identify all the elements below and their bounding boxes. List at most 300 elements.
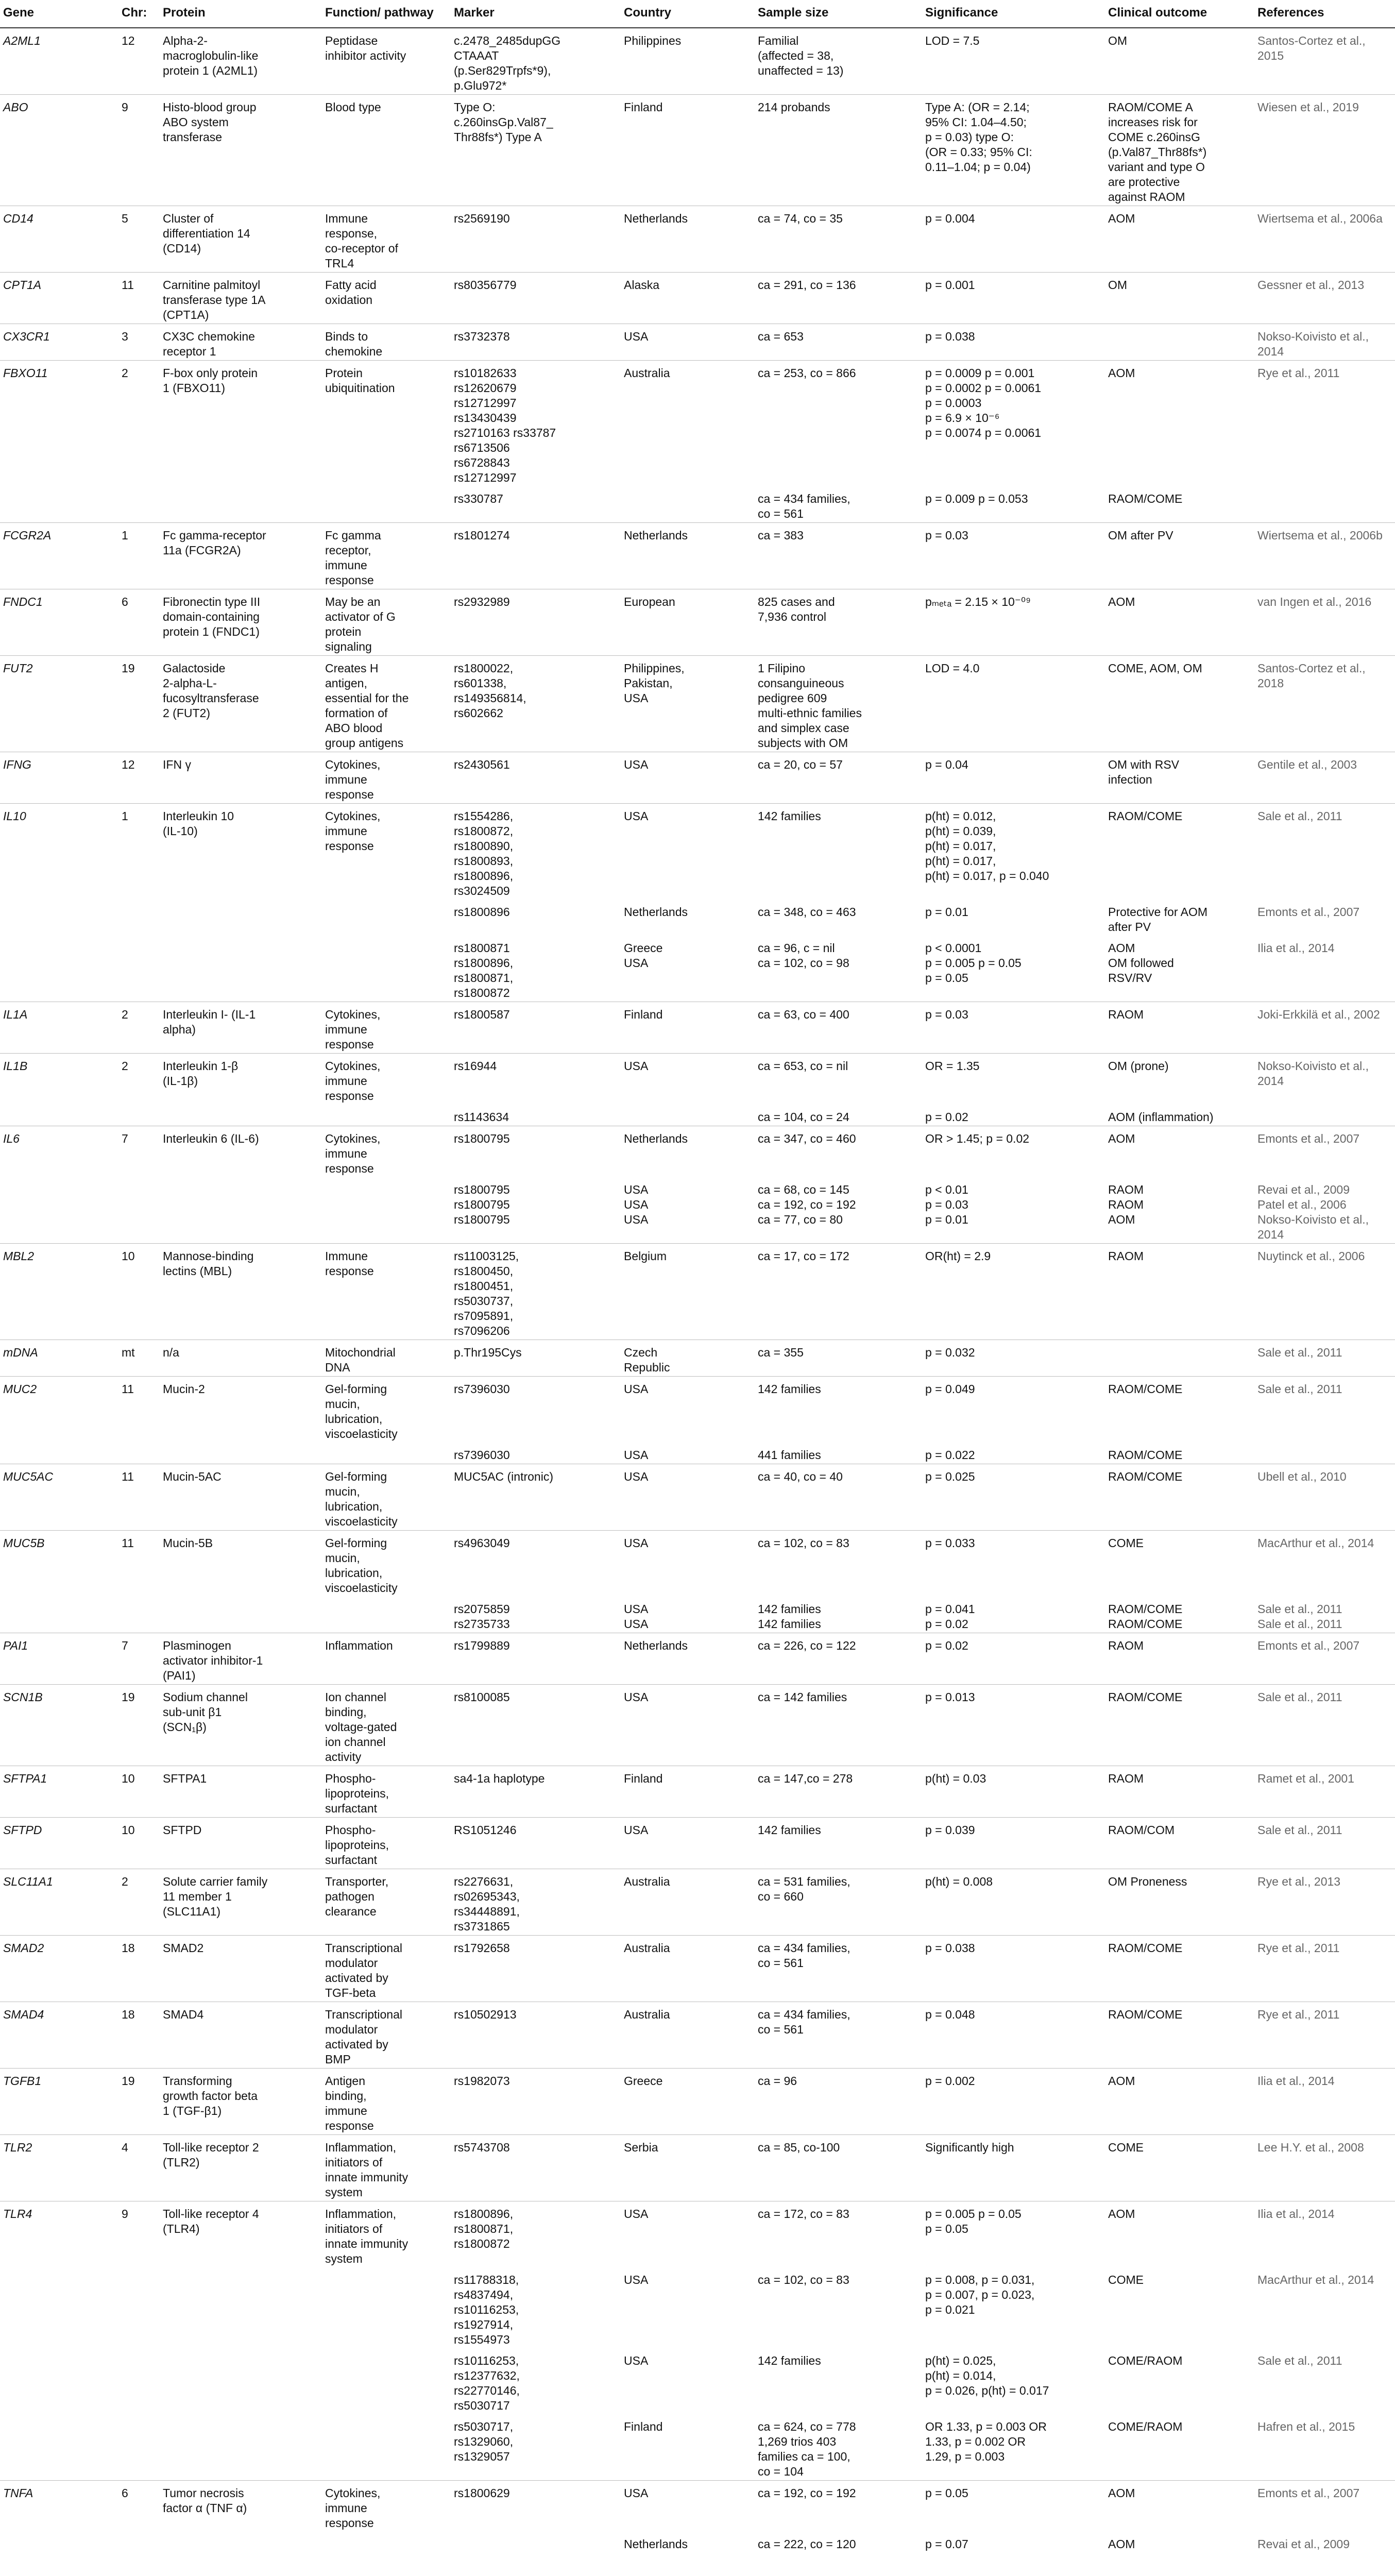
sample-size-cell: Familial (affected = 38, unaffected = 13) (758, 34, 844, 77)
chromosome-cell: 10 (118, 1766, 160, 1818)
protein-cell: Plasminogen activator inhibitor-1 (PAI1) (160, 1633, 322, 1685)
reference-cell: Ilia et al., 2014 (1257, 941, 1335, 955)
significance-cell: p < 0.01 p = 0.03 p = 0.01 (925, 1183, 968, 1226)
gene-cell: FUT2 (0, 656, 118, 752)
country-cell: USA (621, 1054, 755, 1105)
country-cell: Philippines (624, 34, 682, 47)
significance-cell: p = 0.041 p = 0.02 (925, 1602, 975, 1631)
function-cell (322, 1105, 451, 1126)
chromosome-cell (118, 1105, 160, 1126)
marker-cell (451, 2532, 621, 2576)
marker-cell: rs2932989 (451, 589, 621, 656)
reference-cell: MacArthur et al., 2014 (1257, 2273, 1374, 2286)
table-row (0, 1105, 1395, 1126)
country-cell: Netherlands (624, 905, 688, 919)
function-cell (322, 486, 451, 523)
sample-size-cell: ca = 291, co = 136 (755, 273, 922, 324)
protein-cell: Carnitine palmitoyl transferase type 1A (CPT1A) (160, 273, 322, 324)
header-row (0, 0, 1395, 28)
gene-cell: FNDC1 (0, 589, 118, 656)
chromosome-cell: 19 (118, 656, 160, 752)
significance-cell: p = 0.032 (922, 1340, 1105, 1377)
table-row (0, 1936, 1395, 2002)
significance-cell: p = 0.033 (922, 1531, 1105, 1597)
significance-cell: p = 0.004 (922, 206, 1105, 273)
significance-cell: p = 0.05 (922, 2481, 1105, 2532)
protein-cell: Galactoside 2-alpha-L- fucosyltransferase 2 (FUT2) (160, 656, 322, 752)
country-cell: Netherlands (624, 2537, 688, 2551)
function-cell (322, 2532, 451, 2576)
protein-cell: SFTPD (160, 1818, 322, 1869)
table-row (0, 1002, 1395, 1054)
table-row (0, 2532, 1395, 2576)
clinical-outcome-cell: AOM (1105, 2069, 1254, 2135)
clinical-outcome-cell: Protective for AOM after PV (1108, 905, 1208, 934)
table-row (0, 1054, 1395, 1105)
reference-cell: Sale et al., 2011 (1254, 1377, 1395, 1443)
sample-size-cell: 214 probands (755, 95, 922, 206)
function-cell: Cytokines, immune response (322, 752, 451, 804)
table-row (0, 2481, 1395, 2532)
header-gene: Gene (0, 0, 118, 28)
clinical-outcome-cell: OM Proneness (1105, 1869, 1254, 1936)
function-cell (322, 2414, 451, 2481)
clinical-outcome-cell: AOM (1108, 2537, 1135, 2551)
table-row (0, 1597, 1395, 1633)
clinical-outcome-cell: AOM (inflammation) (1108, 1110, 1214, 1124)
table-row (0, 28, 1395, 95)
function-cell: Creates H antigen, essential for the formation of ABO blood group antigens (322, 656, 451, 752)
header-country: Country (621, 0, 755, 28)
country-cell: USA (624, 1448, 649, 1462)
gene-cell: SCN1B (0, 1685, 118, 1766)
country-cell: Finland (621, 1766, 755, 1818)
country-cell: USA USA (624, 1602, 649, 1631)
chromosome-cell: 18 (118, 1936, 160, 2002)
protein-cell: Tumor necrosis factor α (TNF α) (160, 2481, 322, 2532)
chromosome-cell: 1 (118, 804, 160, 900)
sample-size-cell: ca = 347, co = 460 (755, 1126, 922, 1178)
country-cell: Australia (621, 361, 755, 487)
table-row (0, 1377, 1395, 1443)
clinical-outcome-cell: OM with RSV infection (1105, 752, 1254, 804)
protein-cell (160, 1177, 322, 1244)
chromosome-cell (118, 2348, 160, 2414)
protein-cell (160, 2348, 322, 2414)
table-row (0, 2414, 1395, 2481)
sample-size-cell: ca = 383 (755, 523, 922, 589)
chromosome-cell: 11 (118, 1464, 160, 1531)
chromosome-cell: mt (118, 1340, 160, 1377)
country-cell: Czech Republic (621, 1340, 755, 1377)
function-cell: Fc gamma receptor, immune response (322, 523, 451, 589)
table-row (0, 936, 1395, 1002)
gene-cell: TNFA (0, 2481, 118, 2532)
significance-cell: Significantly high (922, 2135, 1105, 2201)
reference-cell: Sale et al., 2011 (1257, 2354, 1342, 2367)
protein-cell: SMAD4 (160, 2002, 322, 2069)
reference-cell: Wiertsema et al., 2006a (1254, 206, 1395, 273)
significance-cell: p = 0.013 (922, 1685, 1105, 1766)
country-cell: Philippines, Pakistan, USA (621, 656, 755, 752)
reference-cell: Ubell et al., 2010 (1254, 1464, 1395, 1531)
marker-cell: sa4-1a haplotype (451, 1766, 621, 1818)
clinical-outcome-cell: RAOM/COME (1105, 1377, 1254, 1443)
function-cell: Cytokines, immune response (322, 1054, 451, 1105)
reference-cell: Rye et al., 2011 (1254, 2002, 1395, 2069)
protein-cell: Histo-blood group ABO system transferase (160, 95, 322, 206)
reference-cell: Nokso-Koivisto et al., 2014 (1254, 324, 1395, 361)
marker-cell: rs2075859 rs2735733 (454, 1602, 510, 1631)
table-row (0, 804, 1395, 900)
function-cell: Antigen binding, immune response (322, 2069, 451, 2135)
marker-cell: rs1143634 (454, 1110, 509, 1124)
marker-cell: rs330787 (454, 492, 503, 505)
gene-cell: SFTPA1 (0, 1766, 118, 1818)
reference-cell: Emonts et al., 2007 (1254, 2481, 1395, 2532)
marker-cell: MUC5AC (intronic) (451, 1464, 621, 1531)
significance-cell: p = 0.038 (922, 324, 1105, 361)
significance-cell: pₘₑₜₐ = 2.15 × 10⁻⁰⁹ (922, 589, 1105, 656)
country-cell: Serbia (621, 2135, 755, 2201)
significance-cell: p = 0.04 (922, 752, 1105, 804)
table-row (0, 1340, 1395, 1377)
gene-cell (0, 1443, 118, 1464)
gene-cell: SFTPD (0, 1818, 118, 1869)
country-cell: USA (624, 2354, 649, 2367)
chromosome-cell: 1 (118, 523, 160, 589)
chromosome-cell: 12 (118, 752, 160, 804)
gene-cell: IL10 (0, 804, 118, 900)
protein-cell: Transforming growth factor beta 1 (TGF-β1) (160, 2069, 322, 2135)
reference-cell: Gentile et al., 2003 (1254, 752, 1395, 804)
protein-cell: F-box only protein 1 (FBXO11) (160, 361, 322, 487)
clinical-outcome-cell: RAOM/COM (1105, 1818, 1254, 1869)
marker-cell: rs11788318, rs4837494, rs10116253, rs1927914, rs1554973 (454, 2273, 519, 2346)
clinical-outcome-cell: RAOM/COME (1105, 1936, 1254, 2002)
significance-cell: p = 0.049 (922, 1377, 1105, 1443)
marker-cell: rs1800629 (451, 2481, 621, 2532)
gene-cell: TLR4 (0, 2201, 118, 2268)
sample-size-cell: 142 families (755, 1818, 922, 1869)
reference-cell: Ramet et al., 2001 (1254, 1766, 1395, 1818)
country-cell: Finland (624, 2420, 663, 2433)
country-cell: USA (621, 2481, 755, 2532)
function-cell: Cytokines, immune response (322, 1126, 451, 1178)
gene-cell: MUC5AC (0, 1464, 118, 1531)
function-cell: Cytokines, immune response (322, 1002, 451, 1054)
table-row (0, 1869, 1395, 1936)
marker-cell: rs7396030 (451, 1377, 621, 1443)
chromosome-cell: 2 (118, 1002, 160, 1054)
gene-cell: CX3CR1 (0, 324, 118, 361)
sample-size-cell: ca = 102, co = 83 (758, 2273, 849, 2286)
sample-size-cell: ca = 348, co = 463 (758, 905, 856, 919)
gene-cell: ABO (0, 95, 118, 206)
function-cell: Gel-forming mucin, lubrication, viscoelasticity (322, 1464, 451, 1531)
sample-size-cell: ca = 624, co = 778 1,269 trios 403 families ca = 100, co = 104 (758, 2420, 856, 2478)
function-cell: Phospho- lipoproteins, surfactant (322, 1766, 451, 1818)
table-row (0, 1633, 1395, 1685)
sample-size-cell: ca = 531 families, co = 660 (755, 1869, 922, 1936)
clinical-outcome-cell: RAOM/COME RAOM/COME (1108, 1602, 1183, 1631)
header-sample-size: Sample size (755, 0, 922, 28)
table-header (0, 0, 1395, 28)
country-cell: USA USA USA (624, 1183, 649, 1226)
chromosome-cell: 2 (118, 1054, 160, 1105)
significance-cell: p(ht) = 0.008 (922, 1869, 1105, 1936)
sample-size-cell: ca = 222, co = 120 (758, 2537, 856, 2551)
protein-cell: SMAD2 (160, 1936, 322, 2002)
function-cell: Transporter, pathogen clearance (322, 1869, 451, 1936)
sample-size-cell: ca = 434 families, co = 561 (755, 1936, 922, 2002)
clinical-outcome-cell: AOM (1105, 1126, 1254, 1178)
gene-cell: MUC2 (0, 1377, 118, 1443)
gene-cell: A2ML1 (3, 34, 41, 47)
chromosome-cell (118, 1597, 160, 1633)
significance-cell: OR 1.33, p = 0.003 OR 1.33, p = 0.002 OR 1.29, p = 0.003 (925, 2420, 1047, 2463)
sample-size-cell: ca = 434 families, co = 561 (755, 2002, 922, 2069)
marker-cell: rs1801274 (451, 523, 621, 589)
country-cell: European (621, 589, 755, 656)
significance-cell: p = 0.001 (922, 273, 1105, 324)
reference-cell: Nuytinck et al., 2006 (1254, 1244, 1395, 1340)
reference-cell (1254, 486, 1395, 523)
clinical-outcome-cell: COME (1105, 1531, 1254, 1597)
gene-cell: CD14 (0, 206, 118, 273)
reference-cell: Emonts et al., 2007 (1254, 1126, 1395, 1178)
country-cell: USA (621, 1818, 755, 1869)
chromosome-cell: 11 (118, 1531, 160, 1597)
chromosome-cell: 9 (118, 95, 160, 206)
country-cell (621, 1105, 755, 1126)
significance-cell: p = 0.039 (922, 1818, 1105, 1869)
significance-cell: OR = 1.35 (922, 1054, 1105, 1105)
reference-cell: Revai et al., 2009 (1257, 2537, 1350, 2551)
chromosome-cell: 6 (118, 2481, 160, 2532)
function-cell: Immune response, co-receptor of TRL4 (322, 206, 451, 273)
marker-cell: rs1800896, rs1800871, rs1800872 (451, 2201, 621, 2268)
gene-cell: SLC11A1 (0, 1869, 118, 1936)
clinical-outcome-cell: RAOM/COME A increases risk for COME c.260insG (p.Val87_Thr88fs*) variant and type O are protective against RAOM (1105, 95, 1254, 206)
protein-cell: Toll-like receptor 2 (TLR2) (160, 2135, 322, 2201)
table-row (0, 1443, 1395, 1464)
gene-cell (0, 936, 118, 1002)
significance-cell: OR > 1.45; p = 0.02 (922, 1126, 1105, 1178)
significance-cell: LOD = 7.5 (925, 34, 980, 47)
function-cell (322, 1177, 451, 1244)
chromosome-cell: 11 (118, 1377, 160, 1443)
protein-cell: Toll-like receptor 4 (TLR4) (160, 2201, 322, 2268)
protein-cell: Interleukin 10 (IL-10) (160, 804, 322, 900)
clinical-outcome-cell: RAOM (1105, 1002, 1254, 1054)
gene-cell: SMAD4 (0, 2002, 118, 2069)
protein-cell: Fibronectin type III domain-containing protein 1 (FNDC1) (160, 589, 322, 656)
protein-cell: Alpha-2- macroglobulin-like protein 1 (A2ML1) (163, 34, 259, 77)
marker-cell: Type O: c.260insGp.Val87_ Thr88fs*) Type A (451, 95, 621, 206)
reference-cell: Rye et al., 2011 (1254, 361, 1395, 487)
function-cell (322, 2348, 451, 2414)
marker-cell: rs5030717, rs1329060, rs1329057 (454, 2420, 514, 2463)
marker-cell: rs1800022, rs601338, rs149356814, rs602662 (451, 656, 621, 752)
clinical-outcome-cell: OM (1108, 34, 1128, 47)
country-cell: Alaska (621, 273, 755, 324)
clinical-outcome-cell: AOM (1105, 206, 1254, 273)
significance-cell: p = 0.048 (922, 2002, 1105, 2069)
significance-cell: p = 0.03 (922, 523, 1105, 589)
significance-cell: p = 0.022 (925, 1448, 975, 1462)
protein-cell: Interleukin I- (IL-1 alpha) (160, 1002, 322, 1054)
sample-size-cell: ca = 20, co = 57 (755, 752, 922, 804)
function-cell: Cytokines, immune response (322, 804, 451, 900)
country-cell: USA (621, 1531, 755, 1597)
function-cell: Peptidase inhibitor activity (325, 34, 406, 62)
country-cell: Australia (621, 1936, 755, 2002)
protein-cell: Sodium channel sub-unit β1 (SCN₁β) (160, 1685, 322, 1766)
table-row (0, 324, 1395, 361)
gene-cell: SMAD2 (0, 1936, 118, 2002)
table-row (0, 523, 1395, 589)
significance-cell: p < 0.0001 p = 0.005 p = 0.05 p = 0.05 (925, 941, 1022, 985)
clinical-outcome-cell: RAOM/COME (1108, 492, 1183, 505)
sample-size-cell: 142 families (755, 804, 922, 900)
clinical-outcome-cell: COME, AOM, OM (1105, 656, 1254, 752)
chromosome-cell (118, 2532, 160, 2576)
marker-cell: rs1982073 (451, 2069, 621, 2135)
reference-cell: Nokso-Koivisto et al., 2014 (1254, 1054, 1395, 1105)
marker-cell: rs2276631, rs02695343, rs34448891, rs3731865 (451, 1869, 621, 1936)
country-cell (621, 486, 755, 523)
function-cell: Phospho- lipoproteins, surfactant (322, 1818, 451, 1869)
clinical-outcome-cell: AOM (1105, 361, 1254, 487)
table-row (0, 1464, 1395, 1531)
protein-cell: IFN γ (160, 752, 322, 804)
function-cell: May be an activator of G protein signaling (322, 589, 451, 656)
clinical-outcome-cell: OM (prone) (1105, 1054, 1254, 1105)
country-cell: USA (621, 752, 755, 804)
country-cell: USA (621, 324, 755, 361)
reference-cell: Santos-Cortez et al., 2015 (1257, 34, 1366, 62)
clinical-outcome-cell (1105, 1340, 1254, 1377)
chromosome-cell: 4 (118, 2135, 160, 2201)
function-cell: Inflammation, initiators of innate immunity system (322, 2201, 451, 2268)
significance-cell: p = 0.07 (925, 2537, 968, 2551)
function-cell: Inflammation, initiators of innate immunity system (322, 2135, 451, 2201)
chromosome-cell (118, 1443, 160, 1464)
chromosome-cell: 18 (118, 2002, 160, 2069)
significance-cell: p(ht) = 0.025, p(ht) = 0.014, p = 0.026, p(ht) = 0.017 (925, 2354, 1049, 2397)
protein-cell: Mannose-binding lectins (MBL) (160, 1244, 322, 1340)
country-cell: Greece USA (624, 941, 663, 970)
protein-cell: Mucin-5B (160, 1531, 322, 1597)
significance-cell: p = 0.01 (925, 905, 968, 919)
function-cell: Ion channel binding, voltage-gated ion channel activity (322, 1685, 451, 1766)
country-cell: USA (621, 1377, 755, 1443)
marker-cell: rs7396030 (454, 1448, 510, 1462)
country-cell: Greece (621, 2069, 755, 2135)
chromosome-cell: 12 (122, 34, 135, 47)
country-cell: Australia (621, 2002, 755, 2069)
significance-cell: LOD = 4.0 (922, 656, 1105, 752)
function-cell: Protein ubiquitination (322, 361, 451, 487)
reference-cell: Hafren et al., 2015 (1257, 2420, 1355, 2433)
header-chr: Chr: (118, 0, 160, 28)
chromosome-cell: 7 (118, 1633, 160, 1685)
gene-cell (0, 2267, 118, 2348)
country-cell: Finland (621, 1002, 755, 1054)
clinical-outcome-cell: RAOM/COME (1108, 1448, 1183, 1462)
clinical-outcome-cell: AOM (1105, 589, 1254, 656)
function-cell (322, 936, 451, 1002)
gene-cell (0, 2414, 118, 2481)
gene-cell: IFNG (0, 752, 118, 804)
reference-cell: Emonts et al., 2007 (1254, 1633, 1395, 1685)
sample-size-cell: ca = 226, co = 122 (755, 1633, 922, 1685)
protein-cell (160, 2414, 322, 2481)
sample-size-cell: ca = 172, co = 83 (755, 2201, 922, 2268)
marker-cell: p.Thr195Cys (451, 1340, 621, 1377)
gene-cell (0, 1105, 118, 1126)
gene-cell (0, 900, 118, 936)
reference-cell: Joki-Erkkilä et al., 2002 (1254, 1002, 1395, 1054)
protein-cell: Interleukin 6 (IL-6) (160, 1126, 322, 1178)
gene-cell: CPT1A (0, 273, 118, 324)
marker-cell: rs1799889 (451, 1633, 621, 1685)
protein-cell: Mucin-5AC (160, 1464, 322, 1531)
country-cell: Australia (621, 1869, 755, 1936)
header-marker: Marker (451, 0, 621, 28)
gene-cell: IL1A (0, 1002, 118, 1054)
function-cell: Cytokines, immune response (322, 2481, 451, 2532)
chromosome-cell: 2 (118, 1869, 160, 1936)
header-clinical-outcome: Clinical outcome (1105, 0, 1254, 28)
sample-size-cell: ca = 104, co = 24 (758, 1110, 849, 1124)
table-row (0, 1244, 1395, 1340)
header-protein: Protein (160, 0, 322, 28)
country-cell: Netherlands (621, 1633, 755, 1685)
gene-cell: MBL2 (0, 1244, 118, 1340)
country-cell: USA (621, 804, 755, 900)
marker-cell: rs10182633 rs12620679 rs12712997 rs13430439 rs2710163 rs33787 rs6713506 rs6728843 rs12712997 (451, 361, 621, 487)
protein-cell: Fc gamma-receptor 11a (FCGR2A) (160, 523, 322, 589)
clinical-outcome-cell: RAOM RAOM AOM (1108, 1183, 1144, 1226)
sample-size-cell: ca = 63, co = 400 (755, 1002, 922, 1054)
sample-size-cell: ca = 40, co = 40 (755, 1464, 922, 1531)
gene-cell: TGFB1 (0, 2069, 118, 2135)
protein-cell (160, 486, 322, 523)
function-cell: Inflammation (322, 1633, 451, 1685)
gene-cell: IL6 (0, 1126, 118, 1178)
reference-cell: Sale et al., 2011 (1254, 804, 1395, 900)
sample-size-cell: ca = 96 (755, 2069, 922, 2135)
clinical-outcome-cell: COME (1108, 2273, 1144, 2286)
table-row (0, 2002, 1395, 2069)
marker-cell: rs3732378 (451, 324, 621, 361)
header-function: Function/ pathway (322, 0, 451, 28)
function-cell (322, 2267, 451, 2348)
table-row (0, 1177, 1395, 1244)
function-cell: Transcriptional modulator activated by BMP (322, 2002, 451, 2069)
chromosome-cell: 6 (118, 589, 160, 656)
sample-size-cell: 142 families (758, 2354, 821, 2367)
clinical-outcome-cell: RAOM (1105, 1244, 1254, 1340)
significance-cell: p(ht) = 0.012, p(ht) = 0.039, p(ht) = 0.017, p(ht) = 0.017, p(ht) = 0.017, p = 0.040 (922, 804, 1105, 900)
header-references: References (1254, 0, 1395, 28)
country-cell: USA (621, 1685, 755, 1766)
table-row (0, 1766, 1395, 1818)
chromosome-cell: 10 (118, 1244, 160, 1340)
country-cell: Netherlands (621, 206, 755, 273)
